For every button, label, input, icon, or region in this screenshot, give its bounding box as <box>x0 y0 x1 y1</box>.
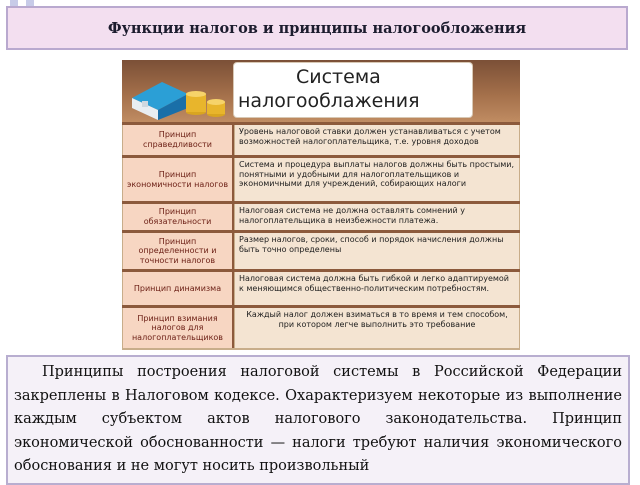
title-banner <box>6 6 628 50</box>
slide-heading-line1: Система <box>296 66 381 88</box>
principle-name: Принцип экономичности налогов <box>123 158 234 201</box>
principle-name: Принцип динамизма <box>123 272 234 305</box>
principle-description: Размер налогов, сроки, способ и порядок начисления должны быть точно определены <box>235 233 519 269</box>
principle-description: Система и процедура выплаты налогов должны быть простыми, понятными и удобными для налогоплательщиков и экономичными для учреждений, собирающих налоги <box>235 158 519 201</box>
principle-description: Налоговая система не должна оставлять сомнений у налогоплательщика в неизбежности платежа. <box>235 204 519 230</box>
principle-row <box>122 204 520 230</box>
principle-row <box>122 233 520 269</box>
principle-name: Принцип определенности и точности налогов <box>123 233 234 269</box>
principle-description: Налоговая система должна быть гибкой и легко адаптируемой к меняющимся общественно-политическим потребностям. <box>235 272 519 305</box>
tax-system-slide-image <box>122 60 520 350</box>
principle-name: Принцип взимания налогов для налогоплательщиков <box>123 308 234 348</box>
house-and-coins-icon <box>128 68 230 120</box>
slide-heading-box <box>234 63 472 117</box>
principle-row <box>122 272 520 305</box>
principle-name: Принцип обязательности <box>123 204 234 230</box>
principle-description: Каждый налог должен взиматься в то время и тем способом, при котором легче выполнить это требование <box>235 308 519 348</box>
principle-row <box>122 125 520 155</box>
principle-row <box>122 158 520 201</box>
page-title: Функции налогов и принципы налогообложения <box>107 19 527 37</box>
body-paragraph: Принципы построения налоговой системы в Российской Федерации закреплены в Налоговом кодексе. Охарактеризуем некоторые из выполнение каждым субъектом актов налогового законодательства. Принцип экономической обоснованности — налоги требуют наличия экономического обоснования и не могут носить произвольный <box>14 364 622 475</box>
principle-row <box>122 308 520 348</box>
principle-description: Уровень налоговой ставки должен устанавливаться с учетом возможностей налогоплательщика, т.е. уровня доходов <box>235 125 519 155</box>
body-text-box <box>6 355 630 485</box>
slide-heading-line2: налогооблажения <box>238 90 420 112</box>
principle-name: Принцип справедливости <box>123 125 234 155</box>
